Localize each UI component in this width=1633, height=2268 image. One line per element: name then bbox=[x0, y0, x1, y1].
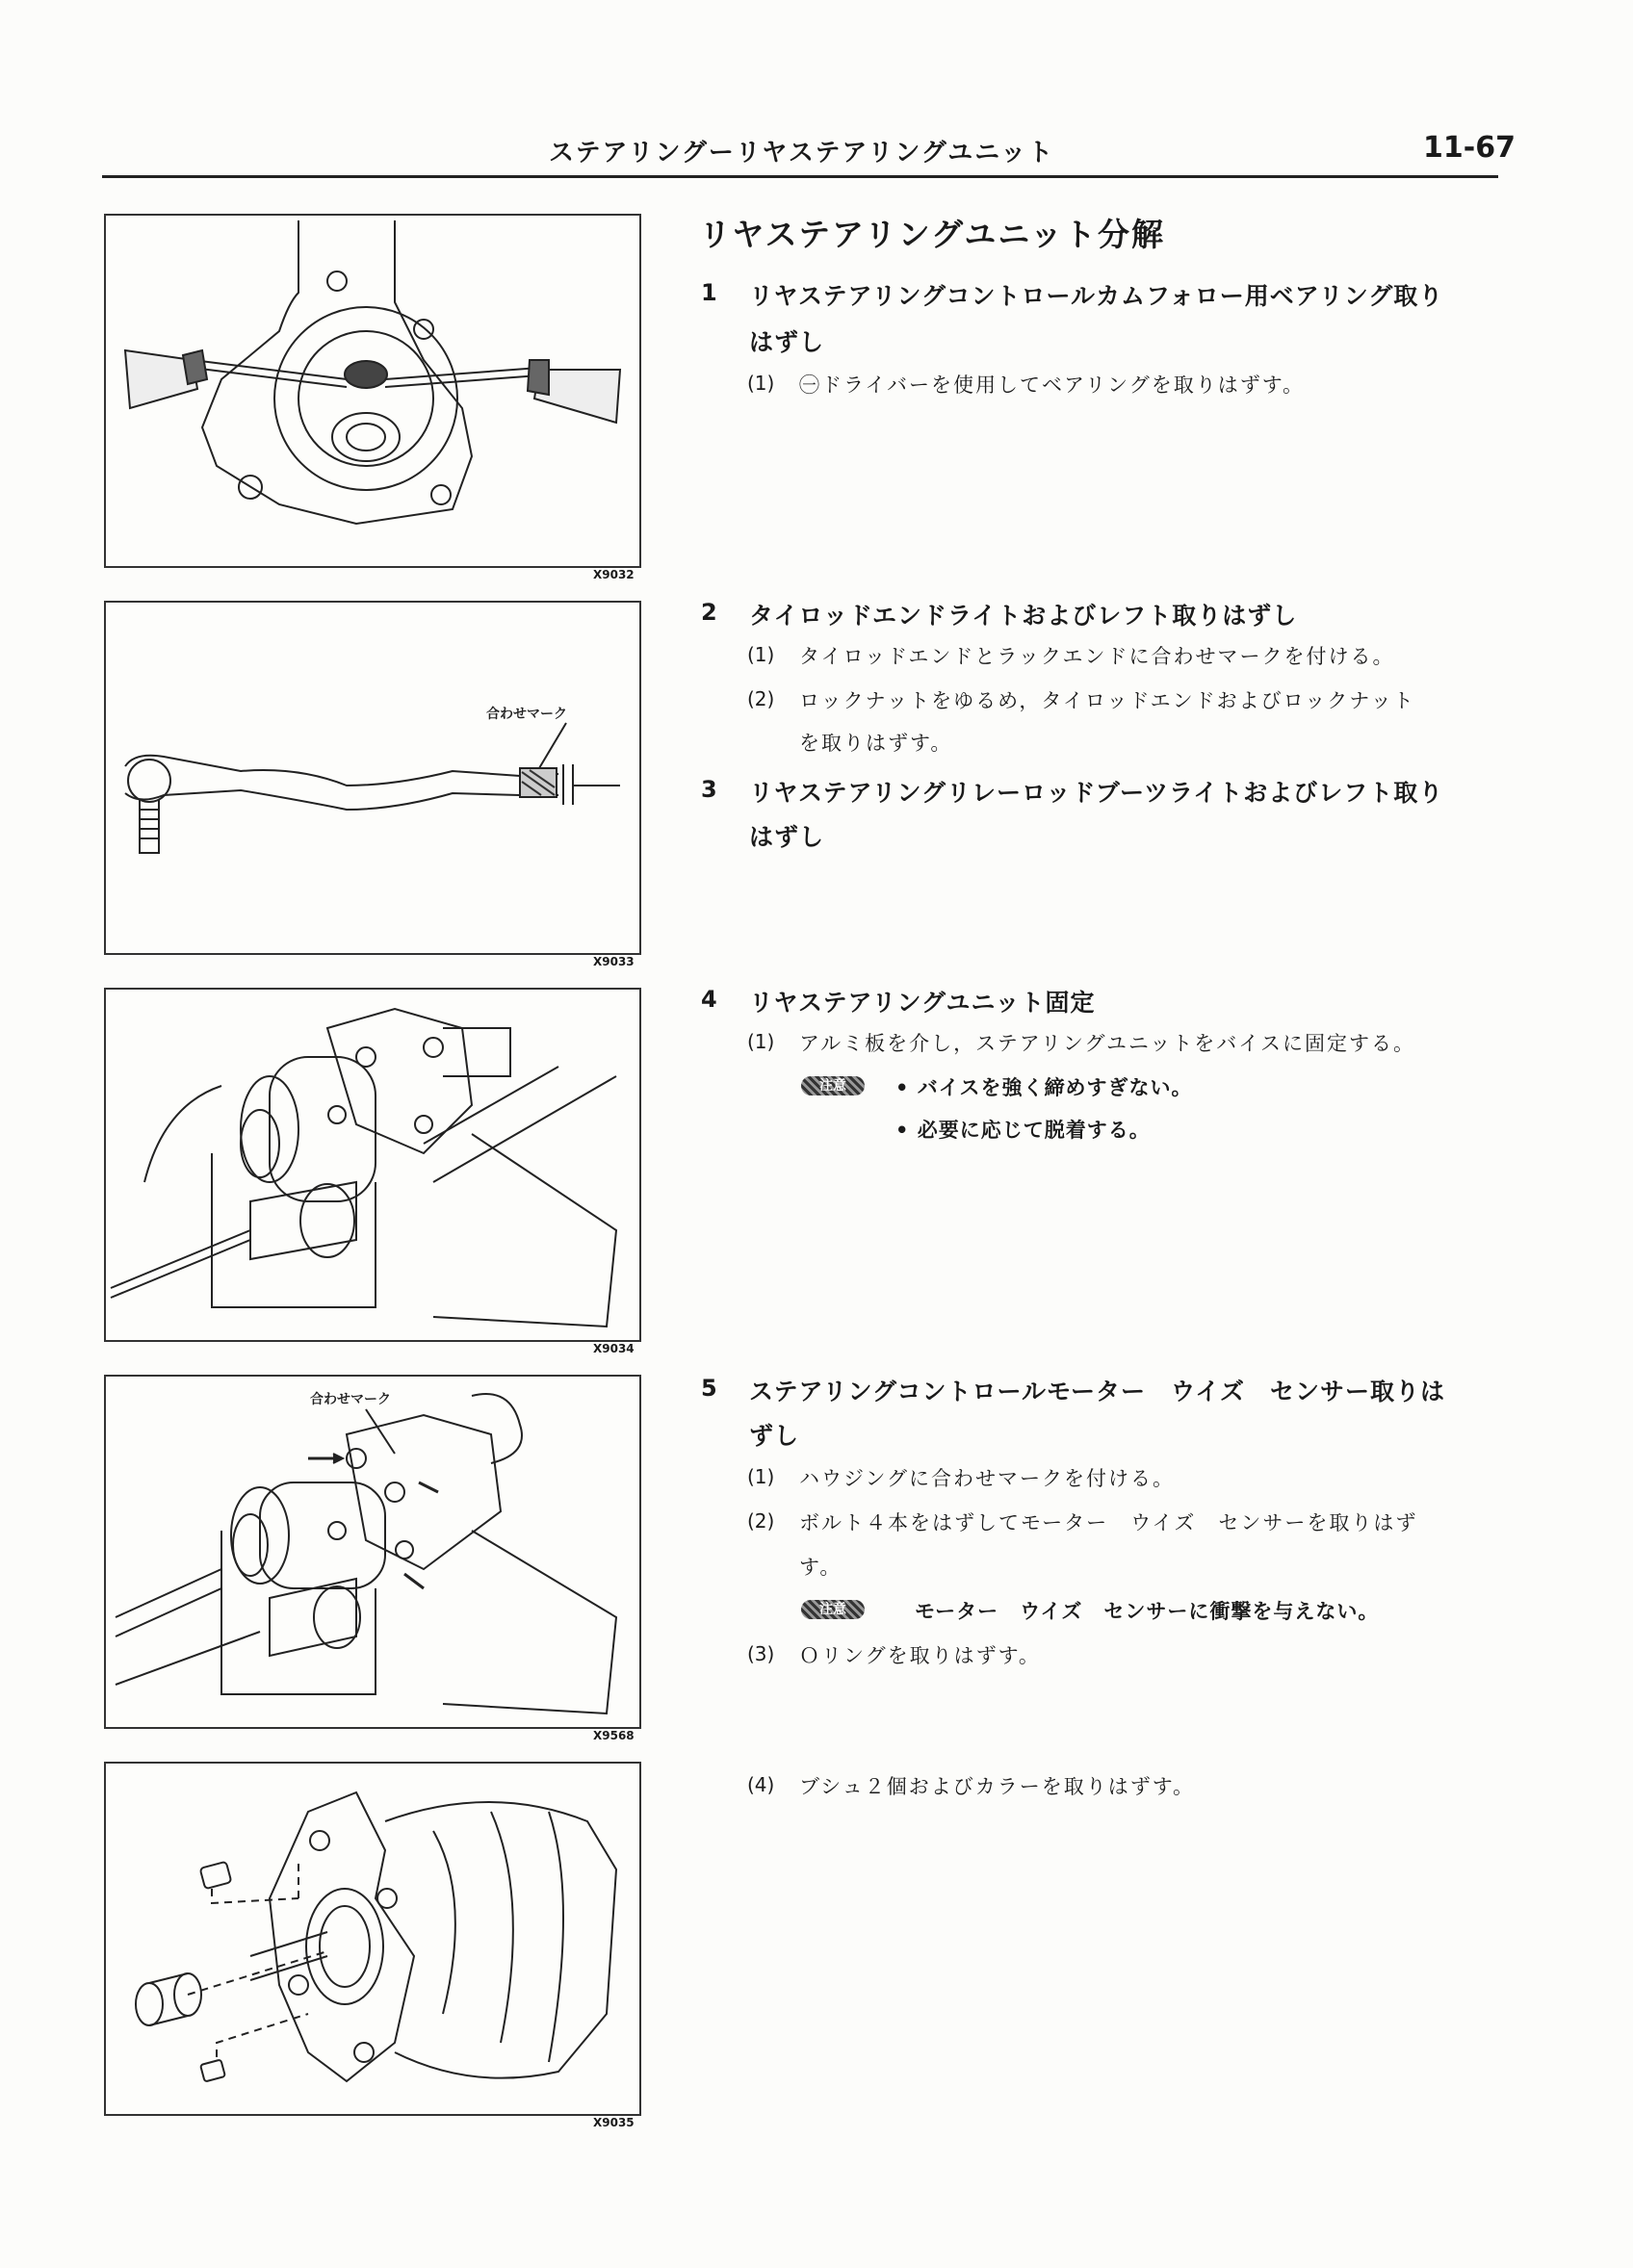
caution-badge: 注意 bbox=[801, 1076, 865, 1095]
step-title: タイロッドエンドライトおよびレフト取りはずし bbox=[749, 602, 1298, 630]
motor-sensor-illustration bbox=[106, 1377, 639, 1727]
match-mark-label: 合わせマーク bbox=[310, 1392, 391, 1407]
step-number: 1 bbox=[701, 279, 717, 306]
tie-rod-illustration bbox=[106, 603, 639, 953]
step-title-cont: はずし bbox=[749, 328, 825, 356]
vise-illustration bbox=[106, 990, 639, 1340]
step-title: リヤステアリングリレーロッドブーツライトおよびレフト取り bbox=[749, 779, 1444, 807]
step-title-cont: ずし bbox=[749, 1422, 800, 1450]
sub-step-text: アルミ板を介し，ステアリングユニットをバイスに固定する。 bbox=[799, 1032, 1416, 1055]
step-number: 5 bbox=[701, 1375, 717, 1402]
sub-step-text: ボルト４本をはずしてモーター ウイズ センサーを取りはず bbox=[799, 1511, 1418, 1534]
header-title: ステアリングーリヤステアリングユニット bbox=[549, 139, 1055, 168]
caution-note: • バイスを強く締めすぎない。 bbox=[895, 1076, 1193, 1099]
figure-code: X9033 bbox=[593, 955, 635, 968]
step-title: リヤステアリングコントロールカムフォロー用ベアリング取り bbox=[749, 282, 1444, 310]
header-rule bbox=[102, 175, 1498, 178]
sub-step-text-cont: す。 bbox=[799, 1556, 842, 1579]
figure-motor-sensor bbox=[104, 1375, 641, 1729]
sub-step-text-cont: を取りはずす。 bbox=[799, 732, 953, 755]
caution-badge: 注意 bbox=[801, 1600, 865, 1619]
sub-step-number: (1) bbox=[747, 1030, 775, 1053]
sub-step-text: ㊀ドライバーを使用してベアリングを取りはずす。 bbox=[799, 374, 1306, 397]
sub-step-number: (2) bbox=[747, 1509, 775, 1533]
sub-step-text: ハウジングに合わせマークを付ける。 bbox=[799, 1467, 1176, 1490]
caution-note: モーター ウイズ センサーに衝撃を与えない。 bbox=[915, 1600, 1380, 1623]
step-title-cont: はずし bbox=[749, 823, 825, 851]
sub-step-number: (1) bbox=[747, 1465, 775, 1488]
sub-step-number: (1) bbox=[747, 643, 775, 666]
figure-code: X9035 bbox=[593, 2116, 635, 2129]
step-number: 3 bbox=[701, 776, 717, 803]
bearing-removal-illustration bbox=[106, 216, 639, 566]
step-title: ステアリングコントロールモーター ウイズ センサー取りは bbox=[749, 1378, 1446, 1405]
bushings-illustration bbox=[106, 1764, 639, 2114]
figure-bearing-removal bbox=[104, 214, 641, 568]
figure-bushings bbox=[104, 1762, 641, 2116]
figure-tie-rod bbox=[104, 601, 641, 955]
sub-step-number: (4) bbox=[747, 1773, 775, 1796]
figure-code: X9032 bbox=[593, 568, 635, 581]
figure-code: X9034 bbox=[593, 1342, 635, 1355]
figure-code: X9568 bbox=[593, 1729, 635, 1742]
section-title: リヤステアリングユニット分解 bbox=[699, 216, 1166, 253]
match-mark-label: 合わせマーク bbox=[486, 707, 567, 722]
page-number: 11-67 bbox=[1423, 131, 1516, 165]
sub-step-text: Ｏリングを取りはずす。 bbox=[799, 1644, 1041, 1667]
caution-note: • 必要に応じて脱着する。 bbox=[895, 1119, 1151, 1142]
sub-step-text: タイロッドエンドとラックエンドに合わせマークを付ける。 bbox=[799, 645, 1395, 668]
sub-step-number: (2) bbox=[747, 687, 775, 710]
sub-step-text: ロックナットをゆるめ，タイロッドエンドおよびロックナット bbox=[799, 689, 1415, 712]
step-number: 4 bbox=[701, 986, 717, 1013]
sub-step-text: ブシュ２個およびカラーを取りはずす。 bbox=[799, 1775, 1196, 1798]
step-title: リヤステアリングユニット固定 bbox=[749, 989, 1096, 1017]
step-number: 2 bbox=[701, 599, 717, 626]
figure-unit-in-vise bbox=[104, 988, 641, 1342]
sub-step-number: (3) bbox=[747, 1642, 775, 1665]
sub-step-number: (1) bbox=[747, 372, 775, 395]
